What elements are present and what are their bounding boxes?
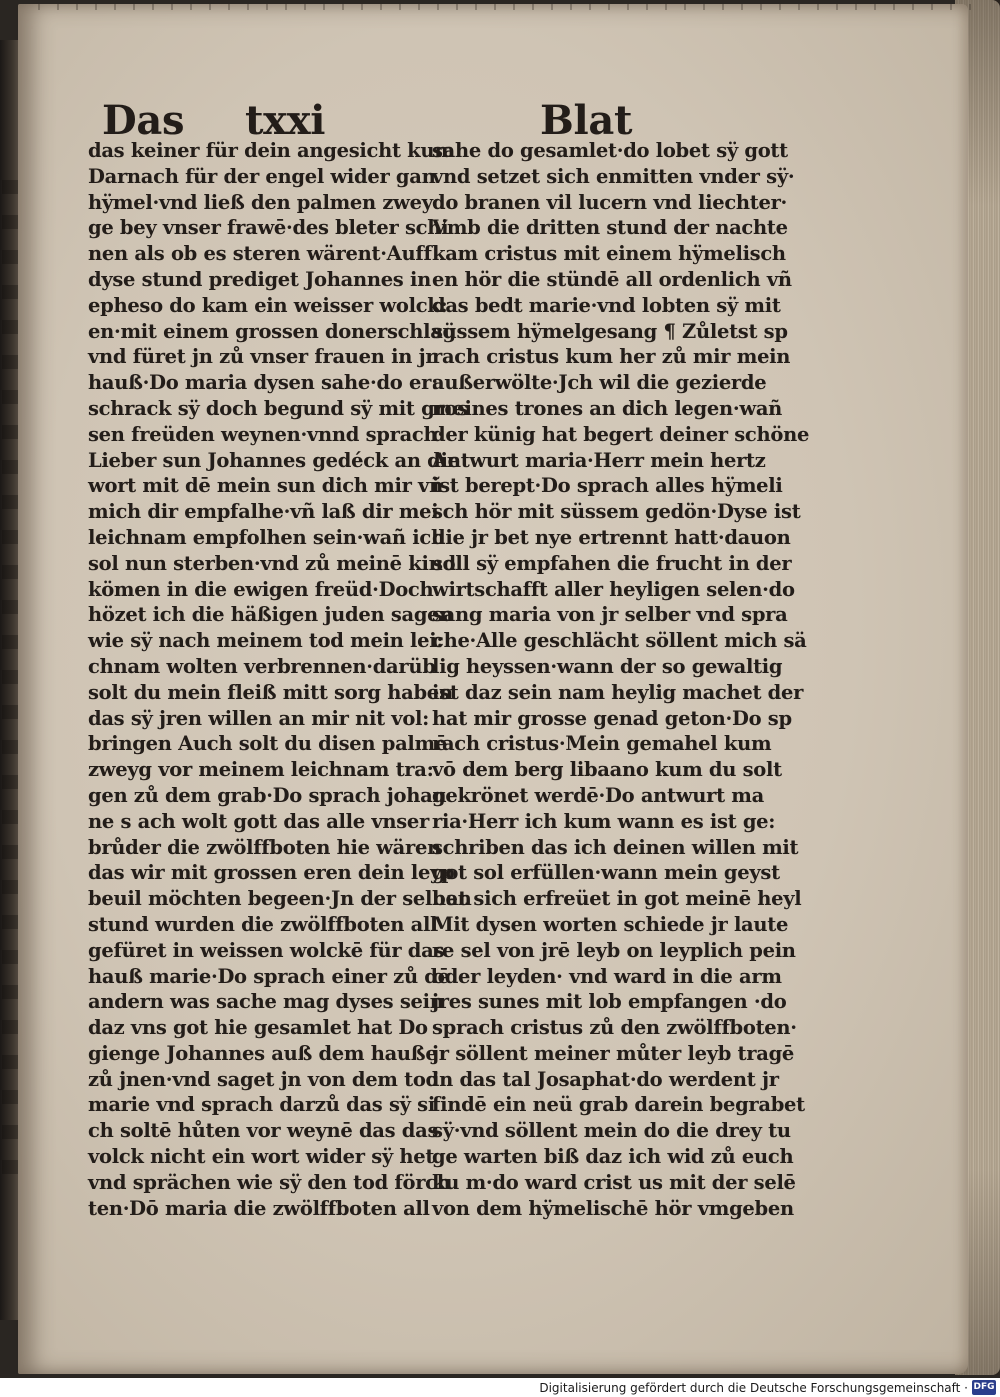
running-head-right: Blat <box>540 97 633 144</box>
text-line: sang maria von jr selber vnd spra <box>432 603 788 627</box>
text-line: gefüret in weissen wolckē für das <box>88 938 445 962</box>
text-line: süssem hÿmelgesang ¶ Zůletst sp <box>432 319 788 343</box>
text-line: das keiner für dein angesicht kum <box>88 139 455 162</box>
text-line: wirtschafft aller heyligen selen·do <box>432 577 795 601</box>
text-line: hauß·Do maria dysen sahe·do er: <box>88 371 438 395</box>
text-line: das bedt marie·vnd lobten sÿ mit <box>432 293 781 317</box>
text-line: zů jnen·vnd saget jn von dem tod <box>88 1067 439 1091</box>
text-line: wie sÿ nach meinem tod mein lei: <box>88 629 444 653</box>
text-line: jres sunes mit lob empfangen ·do <box>432 990 787 1014</box>
text-line: rach cristus kum her zů mir mein <box>432 345 791 369</box>
text-line: oder leyden· vnd ward in die arm <box>432 964 782 988</box>
text-line: che·Alle geschlächt söllent mich sä <box>432 629 807 653</box>
text-line: en hör die stündē all ordenlich vñ <box>432 267 792 291</box>
text-line: sol nun sterben·vnd zů meinē kind <box>88 551 456 575</box>
running-head-left: Das <box>102 97 185 144</box>
text-line: ne s ach wolt gott das alle vnser <box>88 809 430 833</box>
text-line: hauß marie·Do sprach einer zů dē <box>88 964 450 988</box>
text-line: vnd setzet sich enmitten vnder sÿ· <box>432 164 795 188</box>
text-line: ria·Herr ich kum wann es ist ge: <box>432 809 776 833</box>
text-line: außerwölte·Jch wil die gezierde <box>432 371 767 395</box>
text-line: ist daz sein nam heylig machet der <box>432 680 804 704</box>
text-line: gen zů dem grab·Do sprach johan <box>88 783 447 807</box>
text-line: solt du mein fleiß mitt sorg haben <box>88 680 453 704</box>
text-line: Darnach für der engel wider gan <box>88 164 436 188</box>
text-line: gienge Johannes auß dem hauße <box>88 1041 438 1065</box>
text-line: ku m·do ward crist us mit der selē <box>432 1170 796 1194</box>
text-line: ch soltē hůten vor weynē das das <box>88 1119 439 1143</box>
text-line: vnd sprächen wie sÿ den tod förch <box>88 1170 451 1194</box>
text-line: en·mit einem grossen donerschlag· <box>88 319 463 343</box>
text-line: sahe do gesamlet·do lobet sÿ gott <box>432 139 788 162</box>
text-line: marie vnd sprach darzů das sÿ si <box>88 1093 435 1117</box>
text-line: wort mit dē mein sun dich mir vñ <box>88 474 443 498</box>
text-line: das sÿ jren willen an mir nit vol: <box>88 706 430 730</box>
text-line: ist berept·Do sprach alles hÿmeli <box>432 474 783 498</box>
text-line: sch hör mit süssem gedön·Dyse ist <box>432 500 801 524</box>
text-line: hat sich erfreüet in got meinē heyl <box>432 887 802 911</box>
text-line: von dem hÿmelischē hör vmgeben <box>432 1196 794 1220</box>
funding-credit: Digitalisierung gefördert durch die Deutsche Forschungsgemeinschaft · <box>539 1381 968 1395</box>
text-line: volck nicht ein wort wider sÿ het <box>88 1145 435 1169</box>
text-line: ten·Dō maria die zwölffboten all <box>88 1196 430 1220</box>
text-line: brůder die zwölffboten hie wären <box>88 835 441 859</box>
text-line: vnd füret jn zů vnser frauen in jr <box>88 345 436 369</box>
text-line: kam cristus mit einem hÿmelisch <box>432 242 786 266</box>
text-line: hÿmel·vnd ließ den palmen zwey <box>88 190 433 214</box>
text-line: rach cristus·Mein gemahel kum <box>432 732 772 756</box>
dfg-logo: DFG <box>972 1380 996 1395</box>
text-line: gekrönet werdē·Do antwurt ma <box>432 783 764 807</box>
text-column-right <box>432 138 810 1221</box>
text-line: do branen vil lucern vnd liechter· <box>432 190 788 214</box>
text-line: schriben das ich deinen willen mit <box>432 835 799 859</box>
text-line: der künig hat begert deiner schöne <box>432 422 810 446</box>
text-line: kömen in die ewigen freüd·Doch <box>88 577 434 601</box>
text-line: lig heyssen·wann der so gewaltig <box>432 654 783 678</box>
text-line: epheso do kam ein weisser wolck: <box>88 293 448 317</box>
text-line: beuil möchten begeen·Jn der selben <box>88 887 472 911</box>
text-line: sÿ·vnd söllent mein do die drey tu <box>432 1119 791 1143</box>
text-line: re sel von jrē leyb on leyplich pein <box>432 938 796 962</box>
text-line: bringen Auch solt du disen palmē <box>88 732 447 756</box>
text-line: findē ein neü grab darein begrabet <box>432 1093 805 1117</box>
text-line: sen freüden weynen·vnnd sprach· <box>88 422 444 446</box>
text-line: dyse stund prediget Johannes in <box>88 267 431 291</box>
text-line: andern was sache mag dyses sein <box>88 990 444 1014</box>
text-line: sprach cristus zů den zwölffboten· <box>432 1016 797 1040</box>
text-line: Vmb die dritten stund der nachte <box>432 216 788 240</box>
text-line: stund wurden die zwölffboten all <box>88 912 438 936</box>
page-top-edge <box>38 4 978 10</box>
text-line: in das tal Josaphat·do werdent jr <box>432 1067 779 1091</box>
text-line: die jr bet nye ertrennt hatt·dauon <box>432 525 791 549</box>
text-line: soll sÿ empfahen die frucht in der <box>432 551 792 575</box>
text-line: Lieber sun Johannes gedéck an die <box>88 448 460 472</box>
text-line: ge warten biß daz ich wid zů euch <box>432 1145 794 1169</box>
text-line: ge bey vnser frawē·des bleter schi <box>88 216 449 240</box>
text-line: nen als ob es steren wärent·Auff <box>88 242 432 266</box>
text-line: Mit dysen worten schiede jr laute <box>432 912 789 936</box>
text-line: das wir mit grossen eren dein leyp <box>88 861 455 885</box>
text-line: Antwurt maria·Herr mein hertz <box>432 448 766 472</box>
text-line: meines trones an dich legen·wañ <box>432 396 783 420</box>
text-line: hat mir grosse genad geton·Do sp <box>432 706 792 730</box>
text-line: got sol erfüllen·wann mein geyst <box>432 861 780 885</box>
text-line: mich dir empfalhe·vñ laß dir mei <box>88 500 439 524</box>
text-line: leichnam empfolhen sein·wañ ich <box>88 525 445 549</box>
folio-numeral: txxi <box>245 97 326 144</box>
text-column-left <box>88 138 472 1221</box>
text-line: jr söllent meiner můter leyb tragē <box>432 1041 795 1065</box>
text-line: hözet ich die häßigen juden sagen <box>88 603 454 627</box>
text-line: zweyg vor meinem leichnam tra: <box>88 758 434 782</box>
text-line: vō dem berg libaano kum du solt <box>432 758 782 782</box>
text-line: chnam wolten verbrennen·darüb <box>88 654 436 678</box>
text-line: daz vns got hie gesamlet hat Do <box>88 1016 428 1040</box>
text-line: schrack sÿ doch begund sÿ mit gros <box>88 396 468 420</box>
